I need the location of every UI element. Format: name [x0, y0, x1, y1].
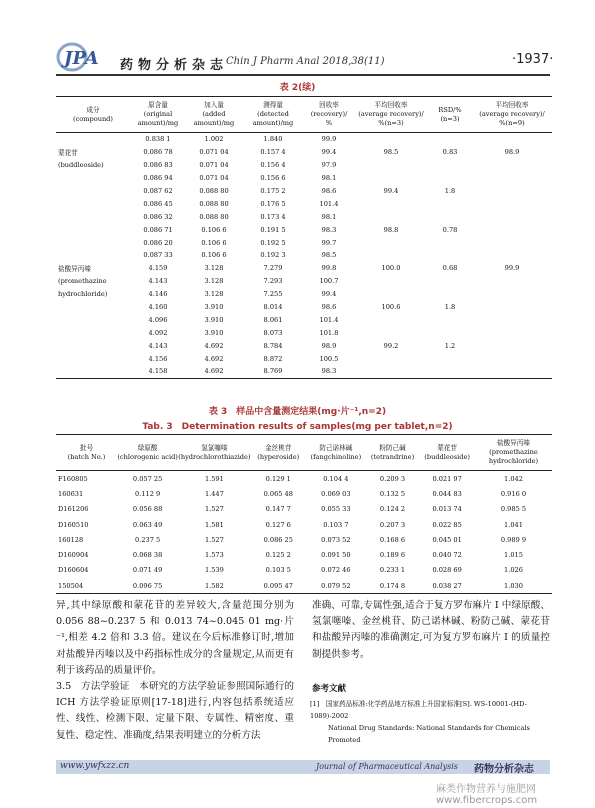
- table-cell: 8.769: [242, 365, 304, 378]
- sample-results-table: [56, 434, 552, 594]
- table-cell: [56, 197, 130, 210]
- table-cell: [56, 133, 130, 146]
- table-cell: 1.042: [504, 474, 523, 483]
- table-cell: [428, 197, 472, 210]
- table-cell: [354, 249, 428, 262]
- header-rule: [56, 74, 550, 76]
- table-cell: [56, 223, 130, 236]
- table-cell: 3.910: [204, 315, 224, 324]
- table-cell: D160904: [58, 551, 89, 560]
- table-cell: [354, 197, 428, 210]
- table-cell: 0.83: [442, 148, 458, 157]
- table-cell: [472, 249, 552, 262]
- column-header: 平均回收率 (average recovery)/ %(n=3): [354, 97, 428, 133]
- table-cell: 100.0: [381, 264, 401, 273]
- table-cell: [428, 365, 472, 378]
- table-cell: 0.087 33: [143, 251, 173, 260]
- table-cell: 0.68: [442, 264, 458, 273]
- table-cell: [472, 210, 552, 223]
- table-cell: (promethazine: [58, 277, 107, 286]
- table-cell: 0.176 5: [260, 199, 286, 208]
- table-cell: 99.4: [321, 290, 337, 299]
- table-cell: 99.8: [321, 264, 337, 273]
- table-cell: 101.4: [319, 315, 339, 324]
- table-cell: 150504: [56, 578, 117, 594]
- table-row: [56, 288, 552, 301]
- table-cell: 0.086 78: [143, 148, 173, 157]
- table-row: [56, 275, 552, 288]
- table-cell: [56, 249, 130, 262]
- table-cell: 0.086 20: [143, 238, 173, 247]
- table-cell: 0.079 52: [306, 578, 366, 594]
- table-cell: 98.9: [321, 341, 337, 350]
- table-cell: 98.6: [321, 303, 337, 312]
- table-cell: 1.591: [204, 474, 224, 483]
- table-cell: 0.173 4: [260, 212, 286, 221]
- table-cell: 0.129 1: [265, 474, 291, 483]
- journal-title-en: Chin J Pharm Anal 2018,38(11): [226, 56, 385, 67]
- table-row: [56, 262, 552, 275]
- table-cell: 99.4: [321, 148, 337, 157]
- table-row: [56, 532, 552, 547]
- table-cell: 98.1: [321, 212, 337, 221]
- page-number: ·1937·: [512, 52, 554, 67]
- table-cell: 0.071 04: [199, 148, 229, 157]
- column-header: 测得量 (detected amount)/mg: [242, 97, 304, 133]
- table-cell: 3.910: [204, 303, 224, 312]
- table-cell: 0.192 3: [260, 251, 286, 260]
- reference-item-en: National Drug Standards: National Standards for Chemicals Promoted: [328, 724, 530, 744]
- table-cell: 0.021 97: [432, 474, 462, 483]
- table-cell: [472, 313, 552, 326]
- table-cell: 99.4: [383, 187, 399, 195]
- table-cell: [428, 210, 472, 223]
- table-cell: 1.527: [204, 535, 224, 544]
- column-header: 回收率 (recovery)/ %: [304, 97, 354, 133]
- table-cell: [472, 197, 552, 210]
- table-cell: [56, 326, 130, 339]
- table-cell: [472, 275, 552, 288]
- table-cell: 4.160: [148, 303, 168, 312]
- table-cell: 0.091 50: [321, 551, 351, 560]
- table-cell: 0.104 4: [323, 474, 349, 483]
- table-cell: 3.128: [204, 264, 224, 273]
- right-column: [312, 598, 550, 663]
- table-cell: 1.447: [204, 489, 224, 498]
- table-row: [56, 249, 552, 262]
- table-cell: [56, 301, 130, 314]
- table-cell: 0.086 71: [143, 225, 173, 234]
- column-header: 成分 (compound): [56, 97, 130, 133]
- column-header: 盐酸异丙嗪 (promethazine hydrochloride): [475, 435, 552, 471]
- reference-item: [1] 国家药品标准:化学药品地方标准上升国家标准[S]. WS-10001-(HD-1089)-2002: [310, 700, 527, 720]
- table-cell: 0.086 94: [143, 174, 173, 183]
- table-cell: 0.124 2: [379, 505, 406, 514]
- table-cell: 98.6: [321, 187, 337, 195]
- table-cell: D160604: [58, 566, 89, 575]
- table-cell: 3.128: [204, 290, 224, 299]
- table-cell: 7.279: [263, 264, 283, 273]
- table-cell: [472, 185, 552, 198]
- table-cell: [354, 352, 428, 365]
- table-row: [56, 563, 552, 578]
- table-cell: 1.002: [204, 135, 224, 144]
- table-cell: 0.086 45: [143, 199, 173, 208]
- table-cell: 0.156 6: [260, 174, 286, 183]
- references-title: 参考文献: [312, 684, 347, 694]
- table-cell: 101.4: [319, 199, 339, 208]
- table-cell: [354, 288, 428, 301]
- table-cell: [428, 352, 472, 365]
- table-cell: [472, 352, 552, 365]
- column-header: 氢氯噻嗪 (hydrochlorothiazide): [178, 435, 250, 471]
- table-row: [56, 210, 552, 223]
- table2-caption: 表 2(续): [279, 83, 316, 93]
- table-row: [56, 471, 552, 487]
- table-cell: 0.096 75: [117, 578, 178, 594]
- table-cell: 0.088 80: [199, 199, 229, 208]
- table-cell: [472, 301, 552, 314]
- table-cell: [428, 288, 472, 301]
- table-cell: [428, 133, 472, 146]
- page-header: [0, 0, 595, 80]
- table-cell: 0.989 9: [500, 535, 527, 544]
- table-cell: [428, 249, 472, 262]
- table-cell: 0.209 3: [379, 474, 406, 483]
- table-cell: 0.237 5: [135, 535, 161, 544]
- table-cell: 7.255: [263, 290, 283, 299]
- table-cell: 0.065 48: [263, 489, 293, 498]
- table-cell: 4.146: [148, 290, 168, 299]
- column-header: 金丝桃苷 (hyperoside): [251, 435, 307, 471]
- table-cell: [428, 275, 472, 288]
- table-cell: 0.071 04: [199, 174, 229, 183]
- paragraph-conclusion: 准确、可靠,专属性强,适合于复方罗布麻片 I 中绿原酸、氢氯噻嗪、金丝桃苷、防己诺林碱、粉防己碱、蒙花苷和盐酸异丙嗪的准确测定,可为复方罗布麻片 I 的质量控制提供参考。: [312, 600, 550, 660]
- table-cell: 1.041: [504, 520, 523, 529]
- table-cell: 98.1: [321, 174, 337, 183]
- table-cell: 0.086 25: [263, 535, 293, 544]
- table-row: [56, 236, 552, 249]
- table-cell: 0.106 6: [201, 225, 227, 234]
- table-cell: 0.916 0: [500, 489, 527, 498]
- table-cell: [472, 223, 552, 236]
- table-cell: 0.103 7: [323, 520, 349, 529]
- table-cell: 0.057 25: [132, 474, 163, 483]
- table-cell: 0.022 85: [432, 520, 462, 529]
- table-cell: 0.157 4: [260, 148, 286, 157]
- table-cell: 0.069 03: [321, 489, 351, 498]
- table-cell: D161206: [58, 505, 89, 514]
- table-cell: [354, 133, 428, 146]
- table-cell: hydrochloride): [58, 290, 108, 299]
- table-cell: [472, 339, 552, 352]
- table-cell: 0.013 74: [432, 505, 462, 514]
- table-cell: 盐酸异丙嗪: [58, 265, 91, 274]
- table-cell: 97.9: [321, 161, 337, 170]
- table-cell: D160510: [58, 520, 89, 529]
- table-cell: 0.985 5: [500, 505, 527, 514]
- table-cell: 8.014: [263, 303, 283, 312]
- table-row: [56, 547, 552, 562]
- table-cell: 99.9: [504, 264, 520, 273]
- footer-url: www.ywfxzz.cn: [60, 761, 130, 771]
- footer-journal-cn: 药物分析杂志: [474, 764, 534, 775]
- table-cell: 98.5: [321, 251, 337, 260]
- table-cell: [56, 352, 130, 365]
- table-cell: 蒙花苷: [58, 149, 78, 158]
- table-cell: 1.840: [263, 135, 283, 144]
- table-cell: 1.2: [444, 341, 456, 350]
- table-cell: 8.061: [263, 315, 283, 324]
- table-cell: [428, 326, 472, 339]
- column-header: RSD/% (n=3): [428, 97, 472, 133]
- table-cell: (buddleoside): [58, 161, 104, 170]
- table-row: [56, 326, 552, 339]
- table-cell: 0.087 62: [143, 187, 173, 195]
- table-cell: 0.106 6: [201, 238, 227, 247]
- table-cell: [354, 172, 428, 185]
- table-row: [56, 486, 552, 501]
- table-cell: [472, 172, 552, 185]
- table-row: [56, 223, 552, 236]
- table-row: [56, 197, 552, 210]
- table-cell: 4.156: [148, 354, 168, 363]
- table-cell: 0.106 6: [201, 251, 227, 260]
- paragraph-content-range: 异,其中绿原酸和蒙花苷的差异较大,含量范围分别为 0.056 88~0.237 5 和 0.013 74~0.045 01 mg·片⁻¹,相差 4.2 倍和 3.3 倍。建议在今后标准修订时,增加对盐酸异丙嗪以及中药指标性成分的含量规定,从而更有利于该药品的质量评价。: [56, 600, 294, 676]
- table-cell: 4.143: [148, 277, 168, 286]
- table-cell: 0.838 1: [145, 135, 171, 144]
- table-cell: 160128: [58, 535, 84, 544]
- table-cell: 1.8: [444, 187, 456, 195]
- references-list: [310, 698, 555, 746]
- table-row: [56, 133, 552, 146]
- table-cell: 1.527: [204, 505, 224, 514]
- table-cell: 1.030: [475, 578, 552, 594]
- table-cell: 0.056 88: [132, 505, 163, 514]
- jpa-logo: [56, 42, 104, 72]
- table3-caption-en: Tab. 3 Determination results of samples(mg per tablet,n=2): [142, 422, 453, 432]
- table-cell: 101.8: [319, 328, 339, 337]
- footer-journal: Journal of Pharmaceutical Analysis: [316, 762, 458, 771]
- table-cell: [56, 313, 130, 326]
- table-cell: 0.073 52: [321, 535, 351, 544]
- column-header: 蒙花苷 (buddleoside): [419, 435, 475, 471]
- table-cell: 0.125 2: [265, 551, 291, 560]
- paragraph-validation: 3.5 方法学验证 本研究的方法学验证参照国际通行的 ICH 方法学验证原则[17-18]进行,内容包括系统适应性、线性、检测下限、定量下限、专属性、精密度、重复性、稳定性、准确度,结果表明建立的分析方法: [56, 681, 294, 741]
- table-cell: 1.539: [204, 566, 224, 575]
- table-cell: 0.086 83: [143, 161, 173, 170]
- table-cell: 0.044 83: [432, 489, 462, 498]
- table-cell: 1.582: [178, 578, 250, 594]
- table-row: [56, 301, 552, 314]
- table-cell: [354, 313, 428, 326]
- table3-caption-cn: 表 3 样品中含量测定结果(mg·片⁻¹,n=2): [208, 407, 387, 417]
- table-cell: [56, 210, 130, 223]
- table-cell: 0.071 04: [199, 161, 229, 170]
- table-cell: 0.088 80: [199, 212, 229, 221]
- table-cell: [56, 185, 130, 198]
- table-cell: [56, 172, 130, 185]
- journal-title-cn: 药物分析杂志: [120, 58, 229, 73]
- column-header: 加入量 (added amount)/mg: [186, 97, 242, 133]
- table-row: [56, 313, 552, 326]
- table-cell: 0.127 6: [265, 520, 291, 529]
- table-cell: [472, 365, 552, 378]
- column-header: 原含量 (original amount)/mg: [130, 97, 186, 133]
- table-cell: 3.910: [204, 328, 224, 337]
- table-cell: 100.7: [319, 277, 339, 286]
- table-cell: 0.086 32: [143, 212, 173, 221]
- table-cell: 0.088 80: [199, 187, 229, 195]
- table-cell: [472, 326, 552, 339]
- column-header: 批号 (batch No.): [56, 435, 117, 471]
- table-cell: 8.073: [263, 328, 283, 337]
- table-cell: 4.158: [130, 365, 186, 378]
- table-row: [56, 578, 552, 594]
- table-cell: 0.191 5: [260, 225, 286, 234]
- table-cell: [354, 210, 428, 223]
- table-cell: 0.147 7: [265, 505, 291, 514]
- table-cell: [428, 172, 472, 185]
- table-cell: 0.207 3: [379, 520, 406, 529]
- table-cell: 0.071 49: [132, 566, 163, 575]
- table-cell: 0.189 6: [379, 551, 406, 560]
- table-cell: 1.8: [444, 303, 456, 312]
- table-cell: 98.9: [504, 148, 520, 157]
- table-row: [56, 502, 552, 517]
- table-cell: 98.3: [304, 365, 354, 378]
- table-cell: 8.784: [263, 341, 283, 350]
- column-header: 平均回收率 (average recovery)/ %(n=9): [472, 97, 552, 133]
- table-row: [56, 185, 552, 198]
- table-cell: [354, 275, 428, 288]
- table-row: [56, 365, 552, 378]
- table-row: [56, 159, 552, 172]
- table-cell: 99.9: [321, 135, 337, 144]
- table-cell: 160631: [58, 489, 84, 498]
- table-cell: [428, 159, 472, 172]
- table-cell: 0.055 33: [321, 505, 351, 514]
- table-cell: 4.096: [148, 315, 168, 324]
- table-cell: [472, 159, 552, 172]
- table-row: [56, 339, 552, 352]
- table-cell: 8.872: [263, 354, 283, 363]
- table-cell: 0.063 49: [132, 520, 163, 529]
- table-cell: 0.168 6: [379, 535, 406, 544]
- table-cell: 0.175 2: [260, 187, 286, 195]
- table-cell: [56, 236, 130, 249]
- table-cell: 4.692: [204, 354, 224, 363]
- table-cell: [56, 365, 130, 378]
- table-cell: 4.692: [204, 341, 224, 350]
- table-cell: [472, 133, 552, 146]
- table-cell: 4.159: [148, 264, 168, 273]
- table-cell: 4.692: [186, 365, 242, 378]
- table-cell: 0.068 38: [132, 551, 163, 560]
- table-cell: 4.092: [148, 328, 168, 337]
- table-row: [56, 172, 552, 185]
- table-cell: 3.128: [204, 277, 224, 286]
- table-cell: [354, 159, 428, 172]
- table-cell: 99.2: [383, 341, 399, 350]
- table-cell: [428, 236, 472, 249]
- table-cell: 100.5: [319, 354, 339, 363]
- recovery-table: [56, 96, 552, 379]
- svg-text:JPA: JPA: [64, 48, 99, 69]
- left-column: [56, 598, 294, 744]
- table-cell: 0.192 5: [260, 238, 286, 247]
- table-cell: [354, 365, 428, 378]
- table-cell: 1.581: [204, 520, 224, 529]
- table-cell: [472, 236, 552, 249]
- table-cell: [428, 313, 472, 326]
- table-cell: 99.7: [321, 238, 337, 247]
- column-header: 绿原酸 (chlorogenic acid): [117, 435, 178, 471]
- table-cell: 0.156 4: [260, 161, 286, 170]
- table-cell: 0.028 69: [432, 566, 462, 575]
- table-cell: 0.78: [442, 225, 458, 234]
- column-header: 粉防己碱 (tetrandrine): [366, 435, 420, 471]
- table-cell: 4.143: [148, 341, 168, 350]
- table-cell: 1.015: [504, 551, 523, 560]
- column-header: 防己诺林碱 (fangchinoline): [306, 435, 366, 471]
- table-cell: [354, 326, 428, 339]
- table-cell: 1.573: [204, 551, 224, 560]
- table-row: [56, 146, 552, 159]
- table-cell: 98.8: [383, 225, 399, 234]
- table-cell: 0.072 46: [321, 566, 351, 575]
- table-cell: 0.174 8: [366, 578, 420, 594]
- table-cell: 0.103 5: [265, 566, 291, 575]
- table-cell: 100.6: [381, 303, 401, 312]
- table-cell: 1.026: [504, 566, 523, 575]
- table-cell: 0.045 01: [432, 535, 462, 544]
- table-cell: 0.040 72: [432, 551, 462, 560]
- table-cell: 98.3: [321, 225, 337, 234]
- table-cell: 0.112 9: [135, 489, 161, 498]
- watermark: 麻类作物营养与施肥网 www.fibercrops.com: [436, 784, 538, 806]
- table-cell: 98.5: [383, 148, 399, 157]
- table-cell: 0.132 5: [379, 489, 406, 498]
- table-cell: [56, 339, 130, 352]
- table-cell: 7.293: [263, 277, 283, 286]
- table-cell: 0.038 27: [419, 578, 475, 594]
- table-row: [56, 517, 552, 532]
- table-cell: [472, 288, 552, 301]
- table-cell: F160805: [58, 474, 88, 483]
- table-cell: 0.095 47: [251, 578, 307, 594]
- table-cell: 0.233 1: [379, 566, 406, 575]
- table-cell: [354, 236, 428, 249]
- table-row: [56, 352, 552, 365]
